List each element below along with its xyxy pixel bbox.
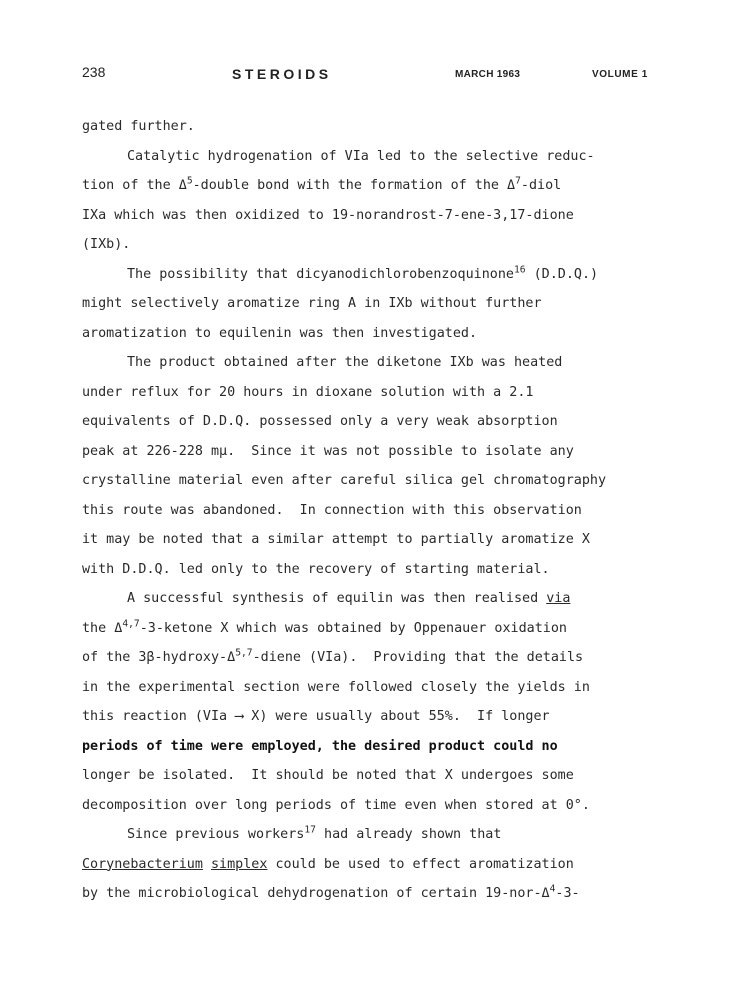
text-segment: under reflux for 20 hours in dioxane solution with a 2.1 bbox=[82, 384, 534, 400]
text-line bbox=[82, 201, 652, 231]
text-segment: this route was abandoned. In connection with this observation bbox=[82, 502, 582, 518]
text-line bbox=[82, 791, 652, 821]
text-segment: tion of the Δ bbox=[82, 178, 187, 193]
text-segment: 5 bbox=[186, 175, 193, 187]
page-number: 238 bbox=[82, 64, 106, 80]
text-segment: (D.D.Q.) bbox=[525, 266, 599, 282]
text-segment: Corynebacterium bbox=[82, 856, 203, 872]
text-segment: via bbox=[546, 591, 571, 606]
text-segment: The possibility that dicyanodichlorobenzoquinone bbox=[127, 266, 514, 282]
text-segment: -3-ketone X which was obtained by Oppenauer oxidation bbox=[139, 620, 567, 636]
text-segment: in the experimental section were followed closely the yields in bbox=[82, 679, 590, 695]
text-line bbox=[82, 466, 652, 496]
text-segment: gated further. bbox=[82, 119, 195, 134]
text-segment: Since previous workers bbox=[127, 827, 305, 842]
text-line bbox=[82, 348, 652, 378]
text-line bbox=[82, 437, 652, 467]
text-line bbox=[82, 584, 652, 614]
volume-label: VOLUME 1 bbox=[592, 69, 648, 80]
text-line bbox=[82, 850, 652, 880]
text-line bbox=[82, 112, 652, 142]
text-line bbox=[82, 289, 652, 319]
text-segment: 7 bbox=[515, 175, 521, 187]
running-header bbox=[0, 64, 731, 88]
issue-date: MARCH 1963 bbox=[455, 69, 521, 80]
text-segment: 17 bbox=[304, 824, 316, 836]
paragraph-p4 bbox=[82, 348, 652, 584]
text-segment: -3- bbox=[555, 886, 580, 901]
paragraph-p1 bbox=[82, 112, 652, 142]
text-segment: it may be noted that a similar attempt to partially aromatize X bbox=[82, 532, 590, 547]
text-segment: by the microbiological dehydrogenation of certain 19-nor-Δ bbox=[82, 886, 550, 901]
text-segment: this reaction (VIa ⟶ X) were usually about 55%. If longer bbox=[82, 709, 550, 724]
text-line bbox=[82, 702, 652, 732]
text-segment: A successful synthesis of equilin was then realised bbox=[127, 591, 547, 606]
text-segment: Catalytic hydrogenation of VIa led to the selective reduc- bbox=[127, 148, 595, 164]
text-segment: 4 bbox=[549, 883, 556, 895]
text-line bbox=[82, 643, 652, 673]
text-segment: periods of time were employed, the desired product could no bbox=[82, 738, 558, 754]
text-line bbox=[82, 525, 652, 555]
text-segment: longer be isolated. It should be noted that X undergoes some bbox=[82, 768, 574, 783]
text-segment: 4,7 bbox=[122, 618, 140, 630]
text-segment: could be used to effect aromatization bbox=[267, 856, 574, 872]
text-segment: might selectively aromatize ring A in IXb without further bbox=[82, 296, 542, 311]
text-line bbox=[82, 171, 652, 201]
text-segment: -double bond with the formation of the Δ bbox=[192, 178, 516, 193]
text-line bbox=[82, 673, 652, 703]
text-segment: decomposition over long periods of time even when stored at 0°. bbox=[82, 797, 590, 813]
text-line bbox=[82, 230, 652, 260]
journal-title: STEROIDS bbox=[232, 66, 332, 82]
paragraph-p2 bbox=[82, 142, 652, 260]
text-line bbox=[82, 496, 652, 526]
text-line bbox=[82, 378, 652, 408]
text-segment: IXa which was then oxidized to 19-norandrost-7-ene-3,17-dione bbox=[82, 207, 574, 223]
text-line bbox=[82, 820, 652, 850]
text-line bbox=[82, 555, 652, 585]
text-segment: (IXb). bbox=[82, 237, 131, 252]
text-segment: -diol bbox=[520, 178, 562, 193]
text-segment: of the 3β-hydroxy-Δ bbox=[82, 650, 236, 665]
text-segment: The product obtained after the diketone IXb was heated bbox=[127, 355, 563, 370]
text-line bbox=[82, 319, 652, 349]
text-segment: had already shown that bbox=[315, 827, 502, 842]
text-segment: 5,7 bbox=[235, 647, 253, 659]
text-line bbox=[82, 761, 652, 791]
paragraph-p5 bbox=[82, 584, 652, 820]
text-line bbox=[82, 407, 652, 437]
text-line bbox=[82, 142, 652, 172]
paragraph-p3 bbox=[82, 260, 652, 349]
text-segment: with D.D.Q. led only to the recovery of starting material. bbox=[82, 561, 550, 577]
text-segment: -diene (VIa). Providing that the details bbox=[252, 650, 584, 665]
text-line bbox=[82, 260, 652, 290]
text-segment: aromatization to equilenin was then investigated. bbox=[82, 325, 478, 341]
text-segment: peak at 226-228 mμ. Since it was not possible to isolate any bbox=[82, 443, 574, 459]
text-segment: equivalents of D.D.Q. possessed only a very weak absorption bbox=[82, 414, 558, 429]
text-segment: simplex bbox=[211, 856, 268, 872]
text-segment: the Δ bbox=[82, 620, 123, 636]
text-segment: crystalline material even after careful silica gel chromatography bbox=[82, 473, 607, 488]
text-line bbox=[82, 879, 652, 909]
text-line bbox=[82, 614, 652, 644]
text-line bbox=[82, 732, 652, 762]
text-segment: 16 bbox=[513, 264, 526, 276]
body-text bbox=[82, 112, 652, 909]
paragraph-p6 bbox=[82, 820, 652, 909]
text-segment bbox=[203, 857, 211, 872]
